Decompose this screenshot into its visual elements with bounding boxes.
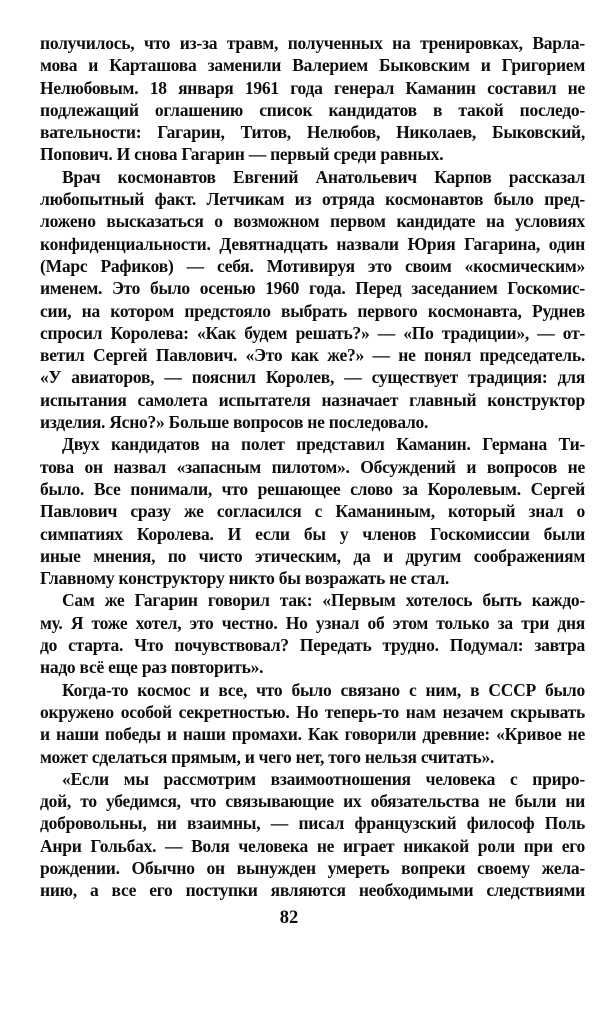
text-line: изделия. Ясно?» Больше вопросов не последовало. (40, 412, 429, 433)
page-number: 82 (279, 908, 299, 928)
text-line: мова и Карташова заменили Валерием Быковским и Григорием (40, 55, 585, 76)
text-line: (Марс Рафиков) — себя. Мотивируя это своим «космическим» (40, 255, 585, 276)
text-line: Врач космонавтов Евгений Анатольевич Карпов рассказал (62, 166, 585, 187)
text-line: окружено особой секретностью. Но теперь-то нам незачем скрывать (40, 701, 585, 722)
text-line: симпатиях Королева. И если бы у членов Госкомиссии были (40, 523, 585, 544)
text-line: Когда-то космос и все, что было связано с ним, в СССР было (62, 679, 585, 700)
text-line: Главному конструктору никто бы возражать не стал. (40, 568, 450, 589)
text-line: может сделаться прямым, и чего нет, того нельзя считать». (40, 746, 495, 767)
text-line: нию, а все его поступки являются необходимыми следствиями (40, 880, 585, 901)
text-block (40, 32, 585, 902)
text-line: добровольны, ни взаимны, — писал французский философ Поль (40, 813, 585, 834)
text-line: това он назвал «запасным пилотом». Обсуждений и вопросов не (40, 456, 585, 477)
text-line: «Если мы рассмотрим взаимоотношения человека с приро- (62, 768, 585, 789)
text-line: дой, то убедимся, что связывающие их обязательства не были ни (40, 791, 585, 812)
paragraph (40, 768, 585, 902)
text-line: ветил Сергей Павлович. «Это как же?» — не понял председатель. (40, 345, 585, 366)
text-line: до старта. Что почувствовал? Передать трудно. Подумал: завтра (40, 635, 585, 656)
text-line: было. Все понимали, что решающее слово за Королевым. Сергей (40, 478, 585, 499)
paragraph (40, 433, 585, 589)
text-line: иные мнения, по чисто этическим, да и другим соображениям (40, 545, 585, 566)
text-line: и наши победы и наши промахи. Как говорили древние: «Кривое не (40, 724, 585, 745)
text-line: получилось, что из-за травм, полученных на тренировках, Варла- (40, 33, 585, 53)
text-line: Павлович сразу же согласился с Каманиным, который знал о (40, 501, 585, 522)
text-line: му. Я тоже хотел, это честно. Но узнал об этом только за три дня (40, 612, 585, 633)
text-line: любопытный факт. Летчикам из отряда космонавтов было пред- (40, 189, 585, 210)
text-line: подлежащий оглашению список кандидатов в такой последо- (40, 99, 585, 120)
text-line: рождении. Обычно он вынужден умереть вопреки своему жела- (40, 857, 585, 878)
paragraph (40, 589, 585, 678)
paragraph (40, 679, 585, 768)
text-line: Попович. И снова Гагарин — первый среди равных. (40, 144, 444, 165)
text-line: вательности: Гагарин, Титов, Нелюбов, Николаев, Быковский, (40, 122, 585, 143)
text-line: спросил Королева: «Как будем решать?» — «По традиции», — от- (40, 322, 585, 343)
text-line: Двух кандидатов на полет представил Каманин. Германа Ти- (62, 434, 585, 455)
text-line: сии, на котором предстояло выбрать первого космонавта, Руднев (40, 300, 585, 321)
text-line: ложено высказаться о возможном первом кандидате на условиях (40, 211, 585, 232)
paragraph (40, 32, 585, 166)
text-line: Сам же Гагарин говорил так: «Первым хотелось быть каждо- (62, 590, 585, 611)
text-line: «У авиаторов, — пояснил Королев, — существует традиция: для (40, 367, 585, 388)
text-line: Нелюбовым. 18 января 1961 года генерал Каманин составил не (40, 77, 585, 98)
text-line: надо всё еще раз повторить». (40, 657, 264, 678)
paragraph (40, 166, 585, 434)
text-line: Анри Гольбах. — Воля человека не играет никакой роли при его (40, 835, 585, 856)
text-line: испытания самолета испытателя назначает главный конструктор (40, 389, 585, 410)
text-line: именем. Это было осенью 1960 года. Перед заседанием Госкомис- (40, 278, 585, 299)
text-line: конфиденциальности. Девятнадцать назвали Юрия Гагарина, один (40, 233, 585, 254)
